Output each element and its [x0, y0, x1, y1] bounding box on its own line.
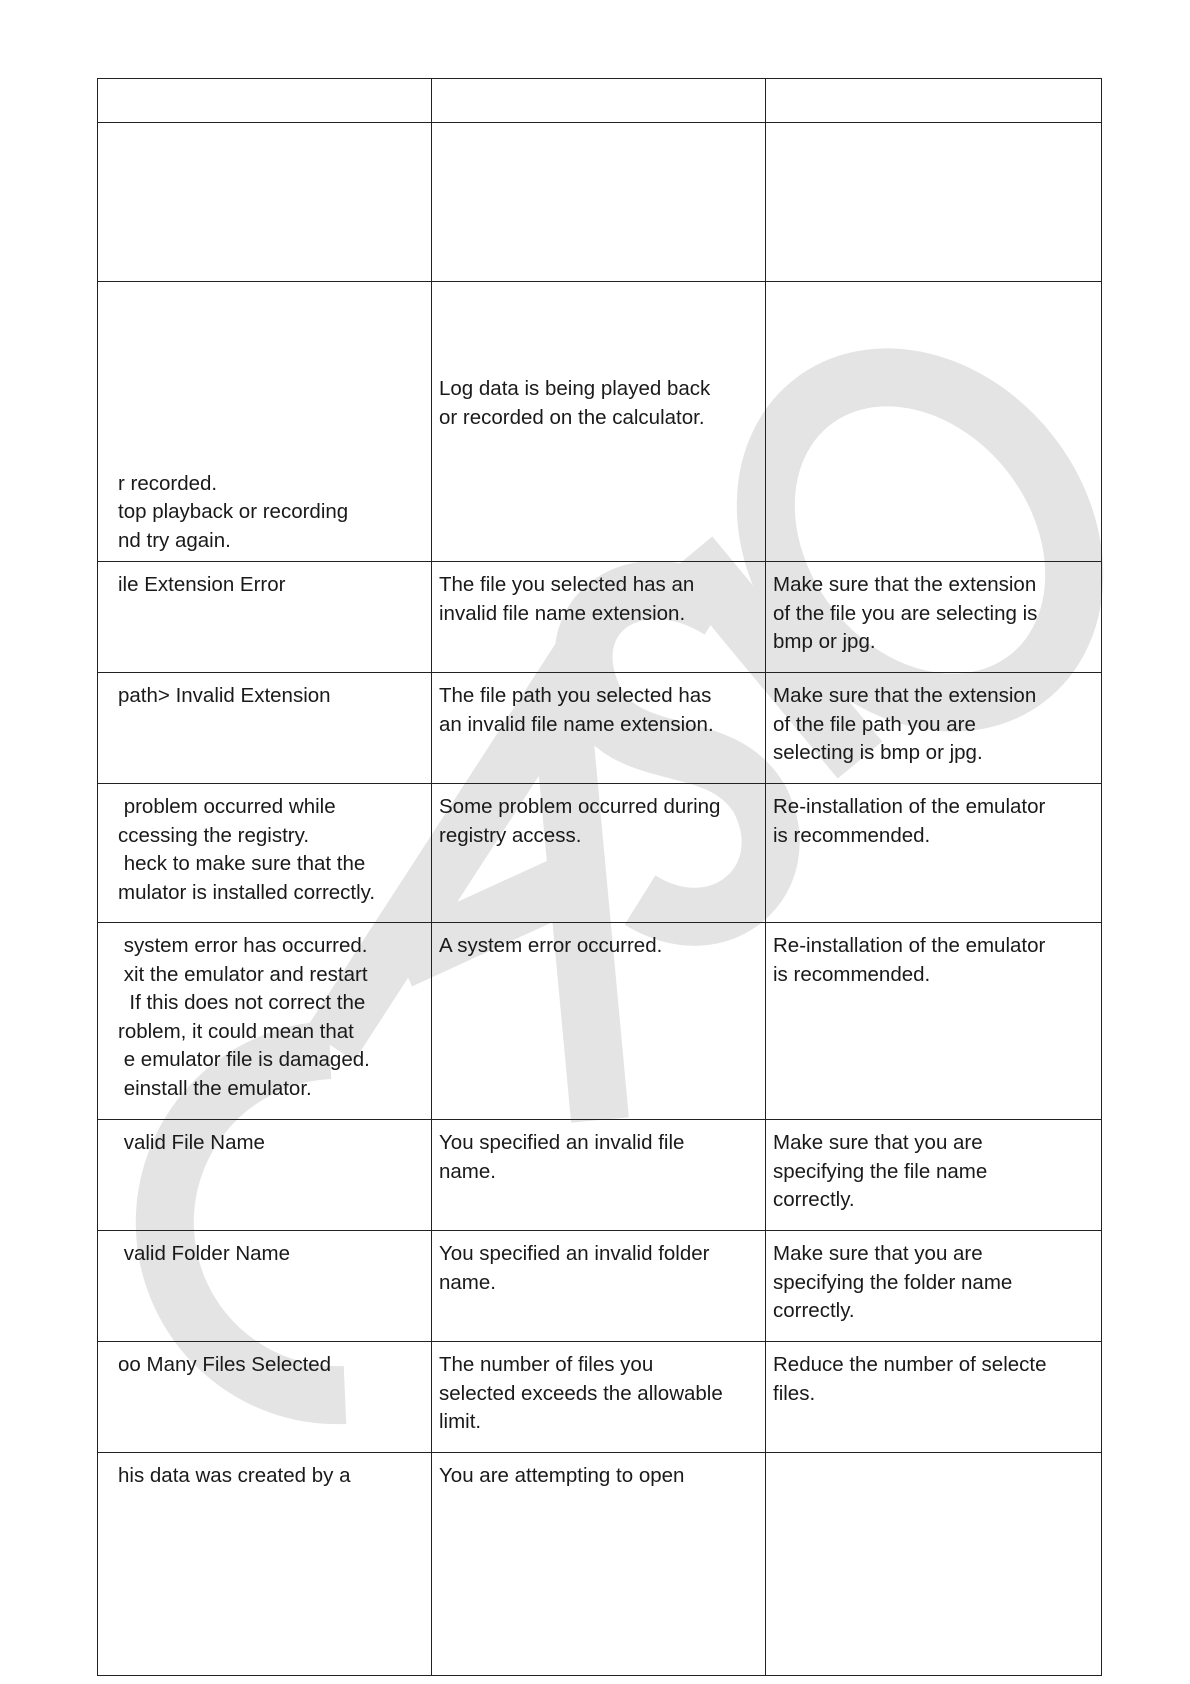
cause-cell [432, 282, 766, 562]
cell-text-line: The file path you selected has [439, 684, 712, 707]
cause-cell [432, 79, 766, 123]
cell-text-line: heck to make sure that the [118, 852, 366, 875]
error-message-table [97, 78, 1102, 1676]
cell-text-line: r recorded. [118, 471, 218, 495]
cause-cell [432, 673, 766, 784]
action-cell [766, 923, 1102, 1120]
cell-text-line: You specified an invalid folder [439, 1242, 710, 1265]
cell-text-line: of the file path you are [773, 712, 976, 736]
cell-text-line: nd try again. [118, 528, 231, 552]
cell-text-line: ccessing the registry. [118, 823, 310, 847]
message-cell [98, 1342, 432, 1453]
cause-cell [432, 123, 766, 282]
cell-text-line: Reduce the number of selecte [773, 1353, 1047, 1376]
table-row [98, 79, 1102, 123]
cell-text-line: limit. [439, 1410, 482, 1433]
cell-text-line: name. [439, 1159, 496, 1183]
cell-text-line: The number of files you [439, 1353, 654, 1376]
message-cell [98, 79, 432, 123]
table-row [98, 673, 1102, 784]
message-cell [98, 673, 432, 784]
cell-text-line: valid Folder Name [118, 1242, 291, 1265]
message-cell [98, 123, 432, 282]
cell-text-line: Log data is being played back [439, 377, 711, 400]
cell-text-line: top playback or recording [118, 500, 349, 523]
cell-text-line: name. [439, 1270, 496, 1294]
cell-text-line: A system error occurred. [439, 934, 663, 957]
table-row [98, 1120, 1102, 1231]
cell-text-line: The file you selected has an [439, 573, 695, 596]
cell-text-line: oo Many Files Selected [118, 1353, 332, 1376]
action-cell [766, 562, 1102, 673]
cell-text-line: selected exceeds the allowable [439, 1381, 723, 1405]
cell-text-line: registry access. [439, 823, 582, 847]
action-cell [766, 784, 1102, 923]
cause-cell [432, 562, 766, 673]
cause-cell [432, 1120, 766, 1231]
cause-cell [432, 784, 766, 923]
message-cell [98, 1453, 432, 1676]
cell-text-line: mulator is installed correctly. [118, 880, 376, 904]
cell-text-line: correctly. [773, 1299, 855, 1322]
table-row [98, 1453, 1102, 1676]
action-cell [766, 673, 1102, 784]
cell-text-line: Make sure that you are [773, 1131, 983, 1154]
table-row [98, 562, 1102, 673]
cell-text-line: is recommended. [773, 823, 931, 847]
cell-text-line: correctly. [773, 1188, 855, 1211]
cell-text-line: einstall the emulator. [118, 1076, 312, 1100]
cell-text-line: specifying the folder name [773, 1270, 1013, 1294]
action-cell [766, 79, 1102, 123]
cell-text-line: is recommended. [773, 962, 931, 986]
cell-text-line: Make sure that you are [773, 1242, 983, 1265]
cell-text-line: Make sure that the extension [773, 573, 1037, 596]
cell-text-line: e emulator file is damaged. [118, 1048, 370, 1071]
action-cell [766, 123, 1102, 282]
cell-text-line: files. [773, 1381, 816, 1405]
cell-text-line: You are attempting to open [439, 1464, 685, 1487]
cell-text-line: problem occurred while [118, 795, 336, 818]
message-cell [98, 562, 432, 673]
action-cell [766, 1231, 1102, 1342]
cell-text-line: If this does not correct the [118, 991, 366, 1014]
cause-cell [432, 1453, 766, 1676]
cell-text-line: valid File Name [118, 1131, 265, 1154]
message-cell [98, 282, 432, 562]
table-row [98, 1342, 1102, 1453]
message-cell [98, 784, 432, 923]
table-row [98, 923, 1102, 1120]
cell-text-line: invalid file name extension. [439, 601, 686, 625]
cell-text-line: of the file you are selecting is [773, 601, 1038, 625]
cell-text-line: roblem, it could mean that [118, 1019, 354, 1043]
cause-cell [432, 1342, 766, 1453]
table-row [98, 784, 1102, 923]
action-cell [766, 1453, 1102, 1676]
cell-text-line: path> Invalid Extension [118, 684, 331, 707]
cell-text-line: system error has occurred. [118, 934, 368, 957]
message-cell [98, 923, 432, 1120]
message-cell [98, 1231, 432, 1342]
action-cell [766, 282, 1102, 562]
action-cell [766, 1120, 1102, 1231]
cell-text-line: Re-installation of the emulator [773, 795, 1046, 818]
table-row [98, 282, 1102, 562]
cell-text-line: You specified an invalid file [439, 1131, 685, 1154]
action-cell [766, 1342, 1102, 1453]
cause-cell [432, 923, 766, 1120]
message-cell [98, 1120, 432, 1231]
cell-text-line: Make sure that the extension [773, 684, 1037, 707]
table-row [98, 1231, 1102, 1342]
cell-text-line: an invalid file name extension. [439, 712, 714, 736]
cell-text-line: Re-installation of the emulator [773, 934, 1046, 957]
cell-text-line: selecting is bmp or jpg. [773, 741, 983, 764]
cell-text-line: or recorded on the calculator. [439, 405, 705, 429]
cell-text-line: specifying the file name [773, 1159, 988, 1183]
cell-text-line: ile Extension Error [118, 573, 286, 596]
cell-text-line: bmp or jpg. [773, 630, 876, 653]
cell-text-line: Some problem occurred during [439, 795, 721, 818]
cause-cell [432, 1231, 766, 1342]
table-row [98, 123, 1102, 282]
cell-text-line: his data was created by a [118, 1464, 351, 1487]
cell-text-line: xit the emulator and restart [118, 962, 368, 986]
